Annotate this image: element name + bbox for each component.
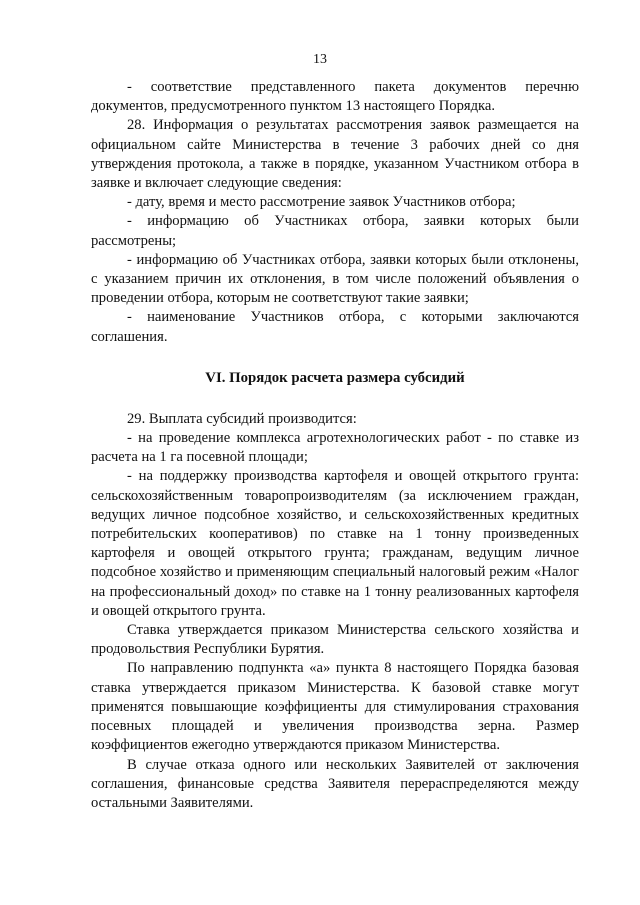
paragraph-conformity-item: - соответствие представленного пакета документов перечню документов, предусмотренного пунктом 13 настоящего Порядка. [91,79,579,115]
document-body [91,78,579,813]
list-item-agreement-participants: - наименование Участников отбора, с которыми заключаются соглашения. [91,309,579,345]
page-number: 13 [313,52,327,67]
paragraph-base-rate-coefficients: По направлению подпункта «а» пункта 8 настоящего Порядка базовая ставка утверждается приказом Министерства. К базовой ставке могут применятся повышающие коэффициенты для стимулирования страхования посевных площадей и увеличения производства зерна. Размер коэффициентов ежегодно утверждаются приказом Министерства. [91,660,579,754]
paragraph-29-subsidy-payment: 29. Выплата субсидий производится: [127,410,357,427]
section-heading: VI. Порядок расчета размера субсидий [205,369,465,386]
paragraph-rate-approval: Ставка утверждается приказом Министерства сельского хозяйства и продовольствия Республики Бурятия. [91,622,579,658]
paragraph-28-info-publication: 28. Информация о результатах рассмотрения заявок размещается на официальном сайте Министерства в течение 3 рабочих дней со дня утверждения протокола, а также в порядке, указанном Участником отбора в заявке и включает следующие сведения: [91,117,579,192]
list-item-potato-vegetable-support: - на поддержку производства картофеля и овощей открытого грунта: сельскохозяйственным товаропроизводителям (за исключением граждан, ведущих личное подсобное хозяйство, и сельскохозяйственных кредитных потребительских кооперативов) по ставке на 1 тонну произведенных картофеля и овощей открытого грунта; гражданам, ведущим личное подсобное хозяйство и применяющим специальный налоговый режим «Налог на профессиональный доход» по ставке на 1 тонну реализованных картофеля и овощей открытого грунта. [91,468,579,619]
list-item-considered-participants: - информацию об Участниках отбора, заявки которых были рассмотрены; [91,213,579,249]
paragraph-refusal-redistribution: В случае отказа одного или нескольких Заявителей от заключения соглашения, финансовые средства Заявителя перераспределяются между остальными Заявителями. [91,756,579,811]
list-item-agrotechnological-works: - на проведение комплекса агротехнологических работ - по ставке из расчета на 1 га посевной площади; [91,430,579,466]
list-item-rejected-participants: - информацию об Участниках отбора, заявки которых были отклонены, с указанием причин их отклонения, в том числе положений объявления о проведении отбора, которым не соответствуют такие заявки; [91,251,579,307]
list-item-date-time-place: - дату, время и место рассмотрение заявок Участников отбора; [127,194,516,211]
